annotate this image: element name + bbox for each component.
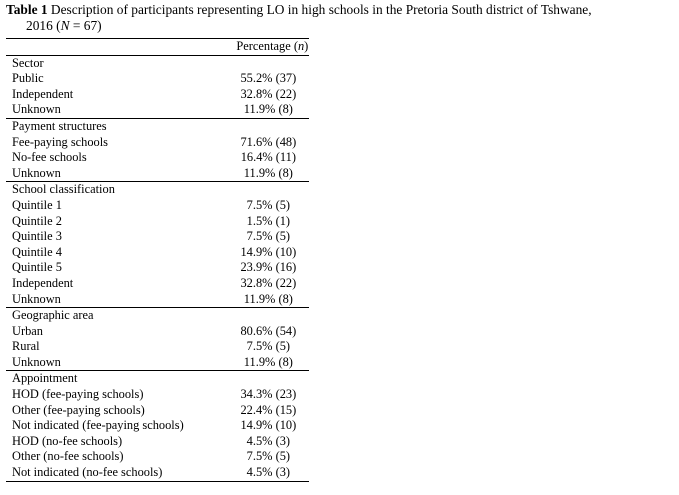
section-row [6, 118, 309, 134]
row-value: 32.8% (22) [240, 275, 297, 290]
row-value: 14.9% (10) [240, 418, 297, 433]
table-row [6, 418, 309, 434]
row-value: 4.5% (3) [186, 465, 309, 481]
row-label: Unknown [12, 102, 61, 117]
table-header-row [6, 39, 309, 56]
header-percentage-suffix: ) [304, 39, 309, 53]
section-row [6, 182, 309, 198]
table-body [6, 55, 309, 481]
row-label: Quintile 3 [12, 229, 62, 244]
row-value: 23.9% (16) [240, 260, 297, 275]
section-heading-empty-cell [186, 118, 309, 134]
row-value: 71.6% (48) [240, 134, 297, 149]
section-heading-empty-cell [186, 182, 309, 198]
header-percentage-prefix: Percentage ( [236, 39, 298, 53]
table-row [6, 339, 309, 355]
row-label: Unknown [12, 354, 61, 369]
section-heading: Appointment [6, 371, 186, 387]
table-row [6, 276, 309, 292]
row-label: Public [12, 71, 44, 86]
caption-n-value: = 67) [69, 18, 102, 33]
row-value: 7.5% (5) [246, 339, 291, 354]
caption-n-symbol: N [60, 18, 70, 33]
section-heading: Geographic area [6, 308, 186, 324]
row-value: 11.9% (8) [243, 165, 293, 180]
caption-line-1 [6, 2, 678, 18]
table-row [6, 449, 309, 465]
row-label: HOD (fee-paying schools) [12, 387, 144, 402]
table-row [6, 387, 309, 403]
row-value: 14.9% (10) [240, 244, 297, 259]
row-label: Quintile 5 [12, 260, 62, 275]
table-caption [6, 2, 678, 34]
row-label: Unknown [12, 165, 61, 180]
table-row [6, 229, 309, 245]
section-row [6, 55, 309, 71]
table-row [6, 166, 309, 182]
row-value: 11.9% (8) [243, 291, 293, 306]
section-row [6, 308, 309, 324]
section-heading-empty-cell [186, 55, 309, 71]
table-row [6, 214, 309, 230]
row-label: Independent [12, 86, 74, 101]
row-value: 34.3% (23) [240, 387, 297, 402]
row-label: HOD (no-fee schools) [12, 433, 123, 448]
row-value: 1.5% (1) [246, 213, 291, 228]
table-row [6, 403, 309, 419]
row-value: 32.8% (22) [240, 86, 297, 101]
section-heading: School classification [6, 182, 186, 198]
table-row [6, 260, 309, 276]
header-n-symbol: n [297, 39, 305, 53]
table-row [6, 198, 309, 214]
table-row [6, 150, 309, 166]
row-label: Independent [12, 275, 74, 290]
row-label: Urban [12, 323, 43, 338]
row-label: Other (no-fee schools) [12, 449, 124, 464]
row-label: Fee-paying schools [12, 134, 109, 149]
table-row [6, 355, 309, 371]
caption-label: Table 1 [6, 2, 48, 17]
participants-table [6, 38, 309, 482]
row-value: 16.4% (11) [240, 150, 296, 165]
caption-text: Description of participants representing LO in high schools in the Pretoria South district of Tshwane, [50, 2, 592, 17]
row-label: Rural [12, 339, 40, 354]
table-row [6, 434, 309, 450]
row-value: 7.5% (5) [246, 197, 291, 212]
section-row [6, 371, 309, 387]
table-row [6, 102, 309, 118]
row-label: Quintile 1 [12, 197, 62, 212]
table-row [6, 245, 309, 261]
section-heading-empty-cell [186, 371, 309, 387]
row-label: Quintile 2 [12, 213, 62, 228]
header-blank-cell [6, 39, 186, 56]
table-row [6, 292, 309, 308]
row-value: 7.5% (5) [246, 229, 291, 244]
section-heading-empty-cell [186, 308, 309, 324]
row-label: Not indicated (no-fee schools) [6, 465, 186, 481]
section-heading: Sector [12, 55, 44, 70]
table-row [6, 135, 309, 151]
row-label: Unknown [12, 291, 61, 306]
row-value: 11.9% (8) [243, 354, 293, 369]
section-heading: Payment structures [6, 118, 186, 134]
row-label: Quintile 4 [12, 244, 62, 259]
row-label: No-fee schools [12, 150, 87, 165]
row-value: 4.5% (3) [246, 433, 291, 448]
table-row [6, 71, 309, 87]
row-label: Other (fee-paying schools) [12, 402, 145, 417]
row-value: 22.4% (15) [240, 402, 297, 417]
row-value: 80.6% (54) [240, 323, 297, 338]
table-row [6, 465, 309, 481]
row-value: 55.2% (37) [240, 71, 297, 86]
row-value: 11.9% (8) [243, 102, 293, 117]
header-percentage [186, 39, 309, 56]
table-row [6, 87, 309, 103]
caption-line-2 [6, 18, 678, 34]
row-label: Not indicated (fee-paying schools) [12, 418, 184, 433]
table-row [6, 324, 309, 340]
row-value: 7.5% (5) [246, 449, 291, 464]
caption-year: 2016 ( [26, 18, 61, 33]
